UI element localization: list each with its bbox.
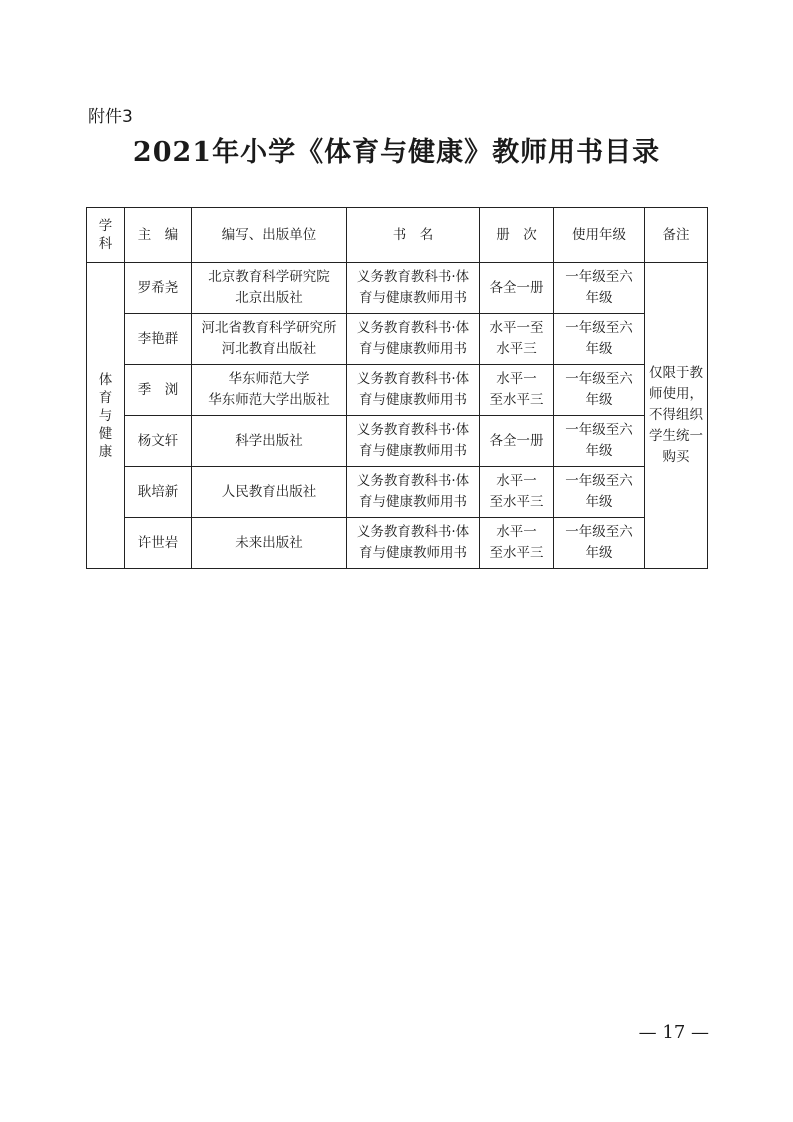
remarks-cell: 仅限于教师使用，不得组织学生统一购买 [645,263,708,569]
volume-cell: 水平一至 水平三 [480,314,554,365]
table-row [87,416,708,467]
book-cell: 义务教育教科书·体 育与健康教师用书 [347,263,480,314]
book-cell: 义务教育教科书·体 育与健康教师用书 [347,314,480,365]
attachment-label: 附件3 [88,107,133,127]
editor-cell: 罗希尧 [125,263,192,314]
header-volume: 册 次 [480,208,554,263]
page-number: — 17 — [638,1022,709,1043]
publisher-cell: 人民教育出版社 [192,467,347,518]
editor-cell: 李艳群 [125,314,192,365]
grade-cell: 一年级至六 年级 [554,416,645,467]
table-row [87,467,708,518]
header-row [87,208,708,263]
grade-cell: 一年级至六 年级 [554,365,645,416]
grade-cell: 一年级至六 年级 [554,314,645,365]
volume-cell: 水平一 至水平三 [480,467,554,518]
volume-cell: 各全一册 [480,263,554,314]
editor-cell: 季 浏 [125,365,192,416]
header-book: 书 名 [347,208,480,263]
grade-cell: 一年级至六 年级 [554,263,645,314]
table-row [87,314,708,365]
document-title: 2021年小学《体育与健康》教师用书目录 [132,137,661,168]
header-editor: 主 编 [125,208,192,263]
volume-cell: 水平一 至水平三 [480,365,554,416]
publisher-cell: 北京教育科学研究院 北京出版社 [192,263,347,314]
publisher-cell: 河北省教育科学研究所 河北教育出版社 [192,314,347,365]
header-publisher: 编写、出版单位 [192,208,347,263]
editor-cell: 耿培新 [125,467,192,518]
subject-cell: 体育与健康 [87,263,125,569]
catalog-table [86,207,708,569]
table-row [87,365,708,416]
editor-cell: 许世岩 [125,518,192,569]
table-row [87,263,708,314]
publisher-cell: 未来出版社 [192,518,347,569]
table-row [87,518,708,569]
header-remarks: 备注 [645,208,708,263]
grade-cell: 一年级至六 年级 [554,467,645,518]
book-cell: 义务教育教科书·体 育与健康教师用书 [347,365,480,416]
volume-cell: 各全一册 [480,416,554,467]
book-cell: 义务教育教科书·体 育与健康教师用书 [347,416,480,467]
book-cell: 义务教育教科书·体 育与健康教师用书 [347,518,480,569]
publisher-cell: 华东师范大学 华东师范大学出版社 [192,365,347,416]
header-subject: 学科 [87,208,125,263]
volume-cell: 水平一 至水平三 [480,518,554,569]
grade-cell: 一年级至六 年级 [554,518,645,569]
editor-cell: 杨文轩 [125,416,192,467]
publisher-cell: 科学出版社 [192,416,347,467]
book-cell: 义务教育教科书·体 育与健康教师用书 [347,467,480,518]
header-grade: 使用年级 [554,208,645,263]
